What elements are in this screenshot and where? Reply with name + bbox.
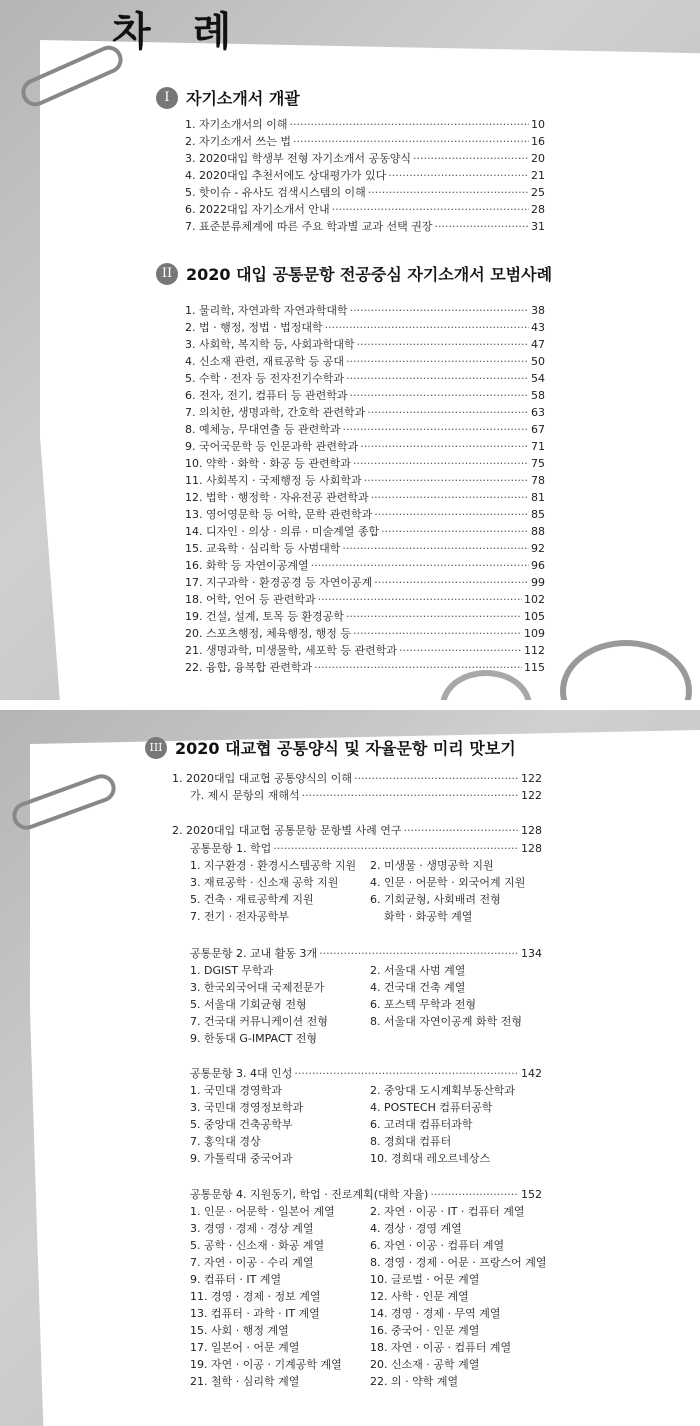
toc-label: 19. 건설, 설계, 토목 등 환경공학 bbox=[185, 610, 344, 623]
leader-dots bbox=[346, 353, 529, 370]
leader-dots bbox=[388, 167, 529, 184]
toc-page: 54 bbox=[531, 372, 545, 385]
toc-label: 8. 예체능, 무대연출 등 관련학과 bbox=[185, 423, 341, 436]
sub-item: 10. 글로벌 · 어문 계열 bbox=[370, 1273, 480, 1286]
toc-page: 122 bbox=[521, 772, 542, 785]
sub-item: 3. 경영 · 경제 · 경상 계열 bbox=[190, 1222, 314, 1235]
question-4-block bbox=[190, 1186, 547, 1390]
toc-label: 10. 약학 · 화학 · 화공 등 관련학과 bbox=[185, 457, 351, 470]
toc-row bbox=[185, 489, 545, 506]
toc-page: 134 bbox=[521, 947, 542, 960]
toc-page: 96 bbox=[531, 559, 545, 572]
toc-row bbox=[185, 523, 545, 540]
toc-row bbox=[185, 608, 545, 625]
leader-dots bbox=[349, 387, 529, 404]
toc-label: 13. 영어영문학 등 어학, 문학 관련학과 bbox=[185, 508, 373, 521]
sub-item: 2. 중앙대 도시계획부동산학과 bbox=[370, 1084, 515, 1097]
toc-page: 38 bbox=[531, 304, 545, 317]
toc-page: 21 bbox=[531, 169, 545, 182]
sub-item: 4. 경상 · 경영 계열 bbox=[370, 1222, 462, 1235]
section-1-heading bbox=[156, 86, 300, 109]
toc-row bbox=[185, 472, 545, 489]
leader-dots bbox=[311, 557, 529, 574]
sub-item: 5. 공학 · 신소재 · 화공 계열 bbox=[190, 1239, 325, 1252]
sub-item: 15. 사회 · 행정 계열 bbox=[190, 1324, 289, 1337]
toc-page: 142 bbox=[521, 1067, 542, 1080]
leader-dots bbox=[293, 133, 529, 150]
toc-row bbox=[190, 840, 542, 857]
toc-label: 21. 생명과학, 미생물학, 세포학 등 관련학과 bbox=[185, 644, 397, 657]
toc-page: 105 bbox=[524, 610, 545, 623]
sub-item: 1. 지구환경 · 환경시스템공학 지원 bbox=[190, 859, 357, 872]
leader-dots bbox=[319, 945, 519, 962]
toc-page: 28 bbox=[531, 203, 545, 216]
toc-page: 71 bbox=[531, 440, 545, 453]
leader-dots bbox=[371, 489, 529, 506]
toc-page: 50 bbox=[531, 355, 545, 368]
toc-page: 128 bbox=[521, 824, 542, 837]
toc-label: 4. 2020대입 추천서에도 상대평가가 있다 bbox=[185, 169, 387, 182]
toc-row bbox=[172, 770, 542, 787]
sub-item: 21. 철학 · 심리학 계열 bbox=[190, 1375, 300, 1388]
toc-label: 16. 화학 등 자연이공계열 bbox=[185, 559, 309, 572]
section-3-heading bbox=[145, 736, 516, 759]
sub-item: 16. 중국어 · 인문 계열 bbox=[370, 1324, 480, 1337]
toc-row bbox=[185, 184, 545, 201]
leader-dots bbox=[332, 201, 529, 218]
toc-label: 5. 핫이슈 - 유사도 검색시스템의 이해 bbox=[185, 186, 366, 199]
toc-row bbox=[190, 1065, 542, 1082]
sub-item: 3. 재료공학 · 신소재 공학 지원 bbox=[190, 876, 339, 889]
toc-row bbox=[185, 218, 545, 235]
sub-item: 18. 자연 · 이공 · 컴퓨터 계열 bbox=[370, 1341, 512, 1354]
section-1-list bbox=[185, 116, 545, 235]
toc-label: 15. 교육학 · 심리학 등 사범대학 bbox=[185, 542, 341, 555]
sub-item: 9. 한동대 G-IMPACT 전형 bbox=[190, 1032, 318, 1045]
section-3-part1 bbox=[172, 770, 542, 804]
page-title: 차 례 bbox=[112, 9, 246, 55]
toc-page: 92 bbox=[531, 542, 545, 555]
sub-item: 6. 기회균형, 사회배려 전형 bbox=[370, 893, 501, 906]
toc-row bbox=[185, 404, 545, 421]
sub-item: 10. 경희대 레오르네상스 bbox=[370, 1152, 491, 1165]
toc-row bbox=[185, 370, 545, 387]
toc-label: 가. 제시 문항의 재해석 bbox=[190, 789, 300, 802]
sub-item: 7. 건국대 커뮤니케이션 전형 bbox=[190, 1015, 328, 1028]
toc-label: 12. 법학 · 행정학 · 자유전공 관련학과 bbox=[185, 491, 369, 504]
toc-page: 25 bbox=[531, 186, 545, 199]
toc-label: 22. 융합, 융복합 관련학과 bbox=[185, 661, 313, 674]
sub-item: 19. 자연 · 이공 · 기계공학 계열 bbox=[190, 1358, 342, 1371]
section-number: III bbox=[145, 737, 167, 759]
toc-row bbox=[185, 116, 545, 133]
toc-row bbox=[185, 302, 545, 319]
toc-page: 122 bbox=[521, 789, 542, 802]
toc-label: 1. 물리학, 자연과학 자연과학대학 bbox=[185, 304, 348, 317]
sub-item: 1. 국민대 경영학과 bbox=[190, 1084, 282, 1097]
leader-dots bbox=[325, 319, 529, 336]
toc-label: 9. 국어국문학 등 인문과학 관련학과 bbox=[185, 440, 359, 453]
toc-page: 63 bbox=[531, 406, 545, 419]
leader-dots bbox=[381, 523, 529, 540]
leader-dots bbox=[290, 116, 530, 133]
sub-item: 2. 서울대 사범 계열 bbox=[370, 964, 466, 977]
toc-row bbox=[185, 167, 545, 184]
toc-page: 88 bbox=[531, 525, 545, 538]
sub-item: 3. 한국외국어대 국제전문가 bbox=[190, 981, 325, 994]
toc-row bbox=[185, 353, 545, 370]
sub-item: 9. 컴퓨터 · IT 계열 bbox=[190, 1273, 282, 1286]
leader-dots bbox=[413, 150, 529, 167]
sub-item: 화학 · 화공학 계열 bbox=[384, 910, 473, 923]
section-title: 자기소개서 개괄 bbox=[186, 89, 300, 108]
toc-page: 31 bbox=[531, 220, 545, 233]
leader-dots bbox=[350, 302, 529, 319]
toc-label: 5. 수학 · 전자 등 전자전기수학과 bbox=[185, 372, 344, 385]
toc-row bbox=[185, 336, 545, 353]
toc-label: 14. 디자인 · 의상 · 의류 · 미술계열 종합 bbox=[185, 525, 380, 538]
sub-item: 7. 전기 · 전자공학부 bbox=[190, 910, 289, 923]
leader-dots bbox=[374, 574, 529, 591]
section-2-heading bbox=[156, 262, 552, 285]
toc-page: 102 bbox=[524, 593, 545, 606]
leader-dots bbox=[374, 506, 529, 523]
toc-page: 43 bbox=[531, 321, 545, 334]
leader-dots bbox=[353, 455, 529, 472]
sub-item: 14. 경영 · 경제 · 무역 계열 bbox=[370, 1307, 501, 1320]
sub-item: 6. 포스텍 무학과 전형 bbox=[370, 998, 476, 1011]
sub-item: 13. 컴퓨터 · 과학 · IT 계열 bbox=[190, 1307, 320, 1320]
toc-page: 128 bbox=[521, 842, 542, 855]
toc-row bbox=[185, 574, 545, 591]
toc-label: 20. 스포츠행정, 체육행정, 행정 등 bbox=[185, 627, 351, 640]
toc-label: 4. 신소재 관련, 재료공학 등 공대 bbox=[185, 355, 344, 368]
section-title: 2020 대입 공통문항 전공중심 자기소개서 모범사례 bbox=[186, 265, 553, 284]
sub-item: 4. 건국대 건축 계열 bbox=[370, 981, 466, 994]
leader-dots bbox=[353, 625, 522, 642]
leader-dots bbox=[430, 1186, 519, 1203]
toc-label: 11. 사회복지 · 국제행정 등 사회학과 bbox=[185, 474, 362, 487]
toc-label: 3. 2020대입 학생부 전형 자기소개서 공동양식 bbox=[185, 152, 411, 165]
toc-row bbox=[185, 438, 545, 455]
section-number: II bbox=[156, 263, 178, 285]
sub-item bbox=[370, 1030, 550, 1047]
page-bottom bbox=[0, 710, 700, 1426]
sub-item-grid bbox=[190, 1082, 542, 1167]
leader-dots bbox=[354, 770, 519, 787]
toc-row bbox=[185, 506, 545, 523]
toc-page: 67 bbox=[531, 423, 545, 436]
section-number: I bbox=[156, 87, 178, 109]
toc-label: 공통문항 1. 학업 bbox=[190, 842, 272, 855]
leader-dots bbox=[357, 336, 529, 353]
toc-row bbox=[185, 540, 545, 557]
sub-item-grid bbox=[190, 1203, 547, 1390]
toc-row bbox=[185, 387, 545, 404]
leader-dots bbox=[302, 787, 519, 804]
section-title: 2020 대교협 공통양식 및 자율문항 미리 맛보기 bbox=[175, 739, 516, 758]
toc-label: 7. 의치한, 생명과학, 간호학 관련학과 bbox=[185, 406, 366, 419]
toc-row bbox=[185, 133, 545, 150]
toc-label: 2. 법 · 행정, 정법 · 법정대학 bbox=[185, 321, 323, 334]
toc-page: 58 bbox=[531, 389, 545, 402]
sub-item: 20. 신소재 · 공학 계열 bbox=[370, 1358, 480, 1371]
section-2-list bbox=[185, 302, 545, 676]
toc-page: 78 bbox=[531, 474, 545, 487]
toc-page: 47 bbox=[531, 338, 545, 351]
sub-item: 9. 가톨릭대 중국어과 bbox=[190, 1152, 293, 1165]
sub-item: 17. 일본어 · 어문 계열 bbox=[190, 1341, 300, 1354]
sub-item: 7. 홍익대 경상 bbox=[190, 1135, 261, 1148]
toc-row bbox=[185, 455, 545, 472]
toc-label: 18. 어학, 언어 등 관련학과 bbox=[185, 593, 316, 606]
sub-item: 7. 자연 · 이공 · 수리 계열 bbox=[190, 1256, 314, 1269]
toc-row bbox=[190, 945, 542, 962]
sub-item: 3. 국민대 경영정보학과 bbox=[190, 1101, 304, 1114]
leader-dots bbox=[360, 438, 529, 455]
toc-label: 2. 자기소개서 쓰는 법 bbox=[185, 135, 291, 148]
sub-item: 8. 경희대 컴퓨터 bbox=[370, 1135, 452, 1148]
sub-item-grid bbox=[190, 962, 542, 1047]
toc-page: 85 bbox=[531, 508, 545, 521]
toc-page: 81 bbox=[531, 491, 545, 504]
leader-dots bbox=[342, 540, 529, 557]
toc-row bbox=[185, 150, 545, 167]
toc-label: 6. 전자, 전기, 컴퓨터 등 관련학과 bbox=[185, 389, 348, 402]
toc-label: 17. 지구과학 · 환경공경 등 자연이공계 bbox=[185, 576, 373, 589]
toc-row bbox=[185, 201, 545, 218]
sub-item: 4. POSTECH 컴퓨터공학 bbox=[370, 1101, 493, 1114]
sub-item: 12. 사학 · 인문 계열 bbox=[370, 1290, 469, 1303]
leader-dots bbox=[273, 840, 519, 857]
toc-label: 3. 사회학, 복지학 등, 사회과학대학 bbox=[185, 338, 355, 351]
toc-row bbox=[172, 822, 542, 839]
toc-row bbox=[190, 1186, 542, 1203]
sub-item: 6. 자연 · 이공 · 컴퓨터 계열 bbox=[370, 1239, 505, 1252]
toc-page: 152 bbox=[521, 1188, 542, 1201]
sub-item: 2. 미생물 · 생명공학 지원 bbox=[370, 859, 494, 872]
sub-item: 1. DGIST 무학과 bbox=[190, 964, 274, 977]
toc-page: 10 bbox=[531, 118, 545, 131]
sub-item: 1. 인문 · 어문학 · 일본어 계열 bbox=[190, 1205, 335, 1218]
leader-dots bbox=[346, 608, 522, 625]
sub-item: 8. 서울대 자연이공계 화학 전형 bbox=[370, 1015, 522, 1028]
sub-item: 5. 서울대 기회균형 전형 bbox=[190, 998, 307, 1011]
toc-label: 7. 표준분류체계에 따른 주요 학과별 교과 선택 권장 bbox=[185, 220, 433, 233]
toc-label: 공통문항 3. 4대 인성 bbox=[190, 1067, 293, 1080]
leader-dots bbox=[368, 184, 529, 201]
sub-item: 22. 의 · 약학 계열 bbox=[370, 1375, 459, 1388]
toc-row bbox=[185, 557, 545, 574]
page-top bbox=[0, 0, 700, 700]
leader-dots bbox=[403, 822, 519, 839]
sub-item: 8. 경영 · 경제 · 어문 · 프랑스어 계열 bbox=[370, 1256, 547, 1269]
question-3-block bbox=[190, 1065, 542, 1167]
toc-page: 115 bbox=[524, 661, 545, 674]
leader-dots bbox=[343, 421, 530, 438]
leader-dots bbox=[367, 404, 529, 421]
sub-item: 6. 고려대 컴퓨터과학 bbox=[370, 1118, 473, 1131]
toc-row bbox=[185, 625, 545, 642]
toc-page: 112 bbox=[524, 644, 545, 657]
sub-item: 5. 중앙대 건축공학부 bbox=[190, 1118, 293, 1131]
leader-dots bbox=[399, 642, 522, 659]
toc-page: 20 bbox=[531, 152, 545, 165]
toc-label: 6. 2022대입 자기소개서 안내 bbox=[185, 203, 330, 216]
sub-item: 4. 인문 · 어문학 · 외국어계 지원 bbox=[370, 876, 526, 889]
section-3-part2 bbox=[172, 822, 542, 839]
toc-row bbox=[185, 591, 545, 608]
leader-dots bbox=[314, 659, 522, 676]
leader-dots bbox=[346, 370, 529, 387]
sub-item-grid bbox=[190, 857, 542, 925]
leader-dots bbox=[318, 591, 522, 608]
toc-row bbox=[185, 642, 545, 659]
question-1-block bbox=[190, 840, 542, 925]
toc-page: 16 bbox=[531, 135, 545, 148]
toc-label: 2. 2020대입 대교협 공통문항 문항별 사례 연구 bbox=[172, 824, 402, 837]
leader-dots bbox=[364, 472, 529, 489]
sub-item: 5. 건축 · 재료공학계 지원 bbox=[190, 893, 314, 906]
sub-item: 11. 경영 · 경제 · 정보 계열 bbox=[190, 1290, 321, 1303]
leader-dots bbox=[294, 1065, 519, 1082]
toc-page: 75 bbox=[531, 457, 545, 470]
question-2-block bbox=[190, 945, 542, 1047]
toc-page: 99 bbox=[531, 576, 545, 589]
sub-item: 2. 자연 · 이공 · IT · 컴퓨터 계열 bbox=[370, 1205, 525, 1218]
toc-label: 공통문항 2. 교내 활동 3개 bbox=[190, 947, 318, 960]
toc-row bbox=[185, 421, 545, 438]
toc-row bbox=[172, 787, 542, 804]
toc-row bbox=[185, 319, 545, 336]
toc-label: 1. 자기소개서의 이해 bbox=[185, 118, 288, 131]
toc-label: 1. 2020대입 대교협 공통양식의 이해 bbox=[172, 772, 352, 785]
toc-page: 109 bbox=[524, 627, 545, 640]
toc-row bbox=[185, 659, 545, 676]
toc-label: 공통문항 4. 지원동기, 학업 · 진로계획(대학 자율) bbox=[190, 1188, 429, 1201]
leader-dots bbox=[435, 218, 530, 235]
